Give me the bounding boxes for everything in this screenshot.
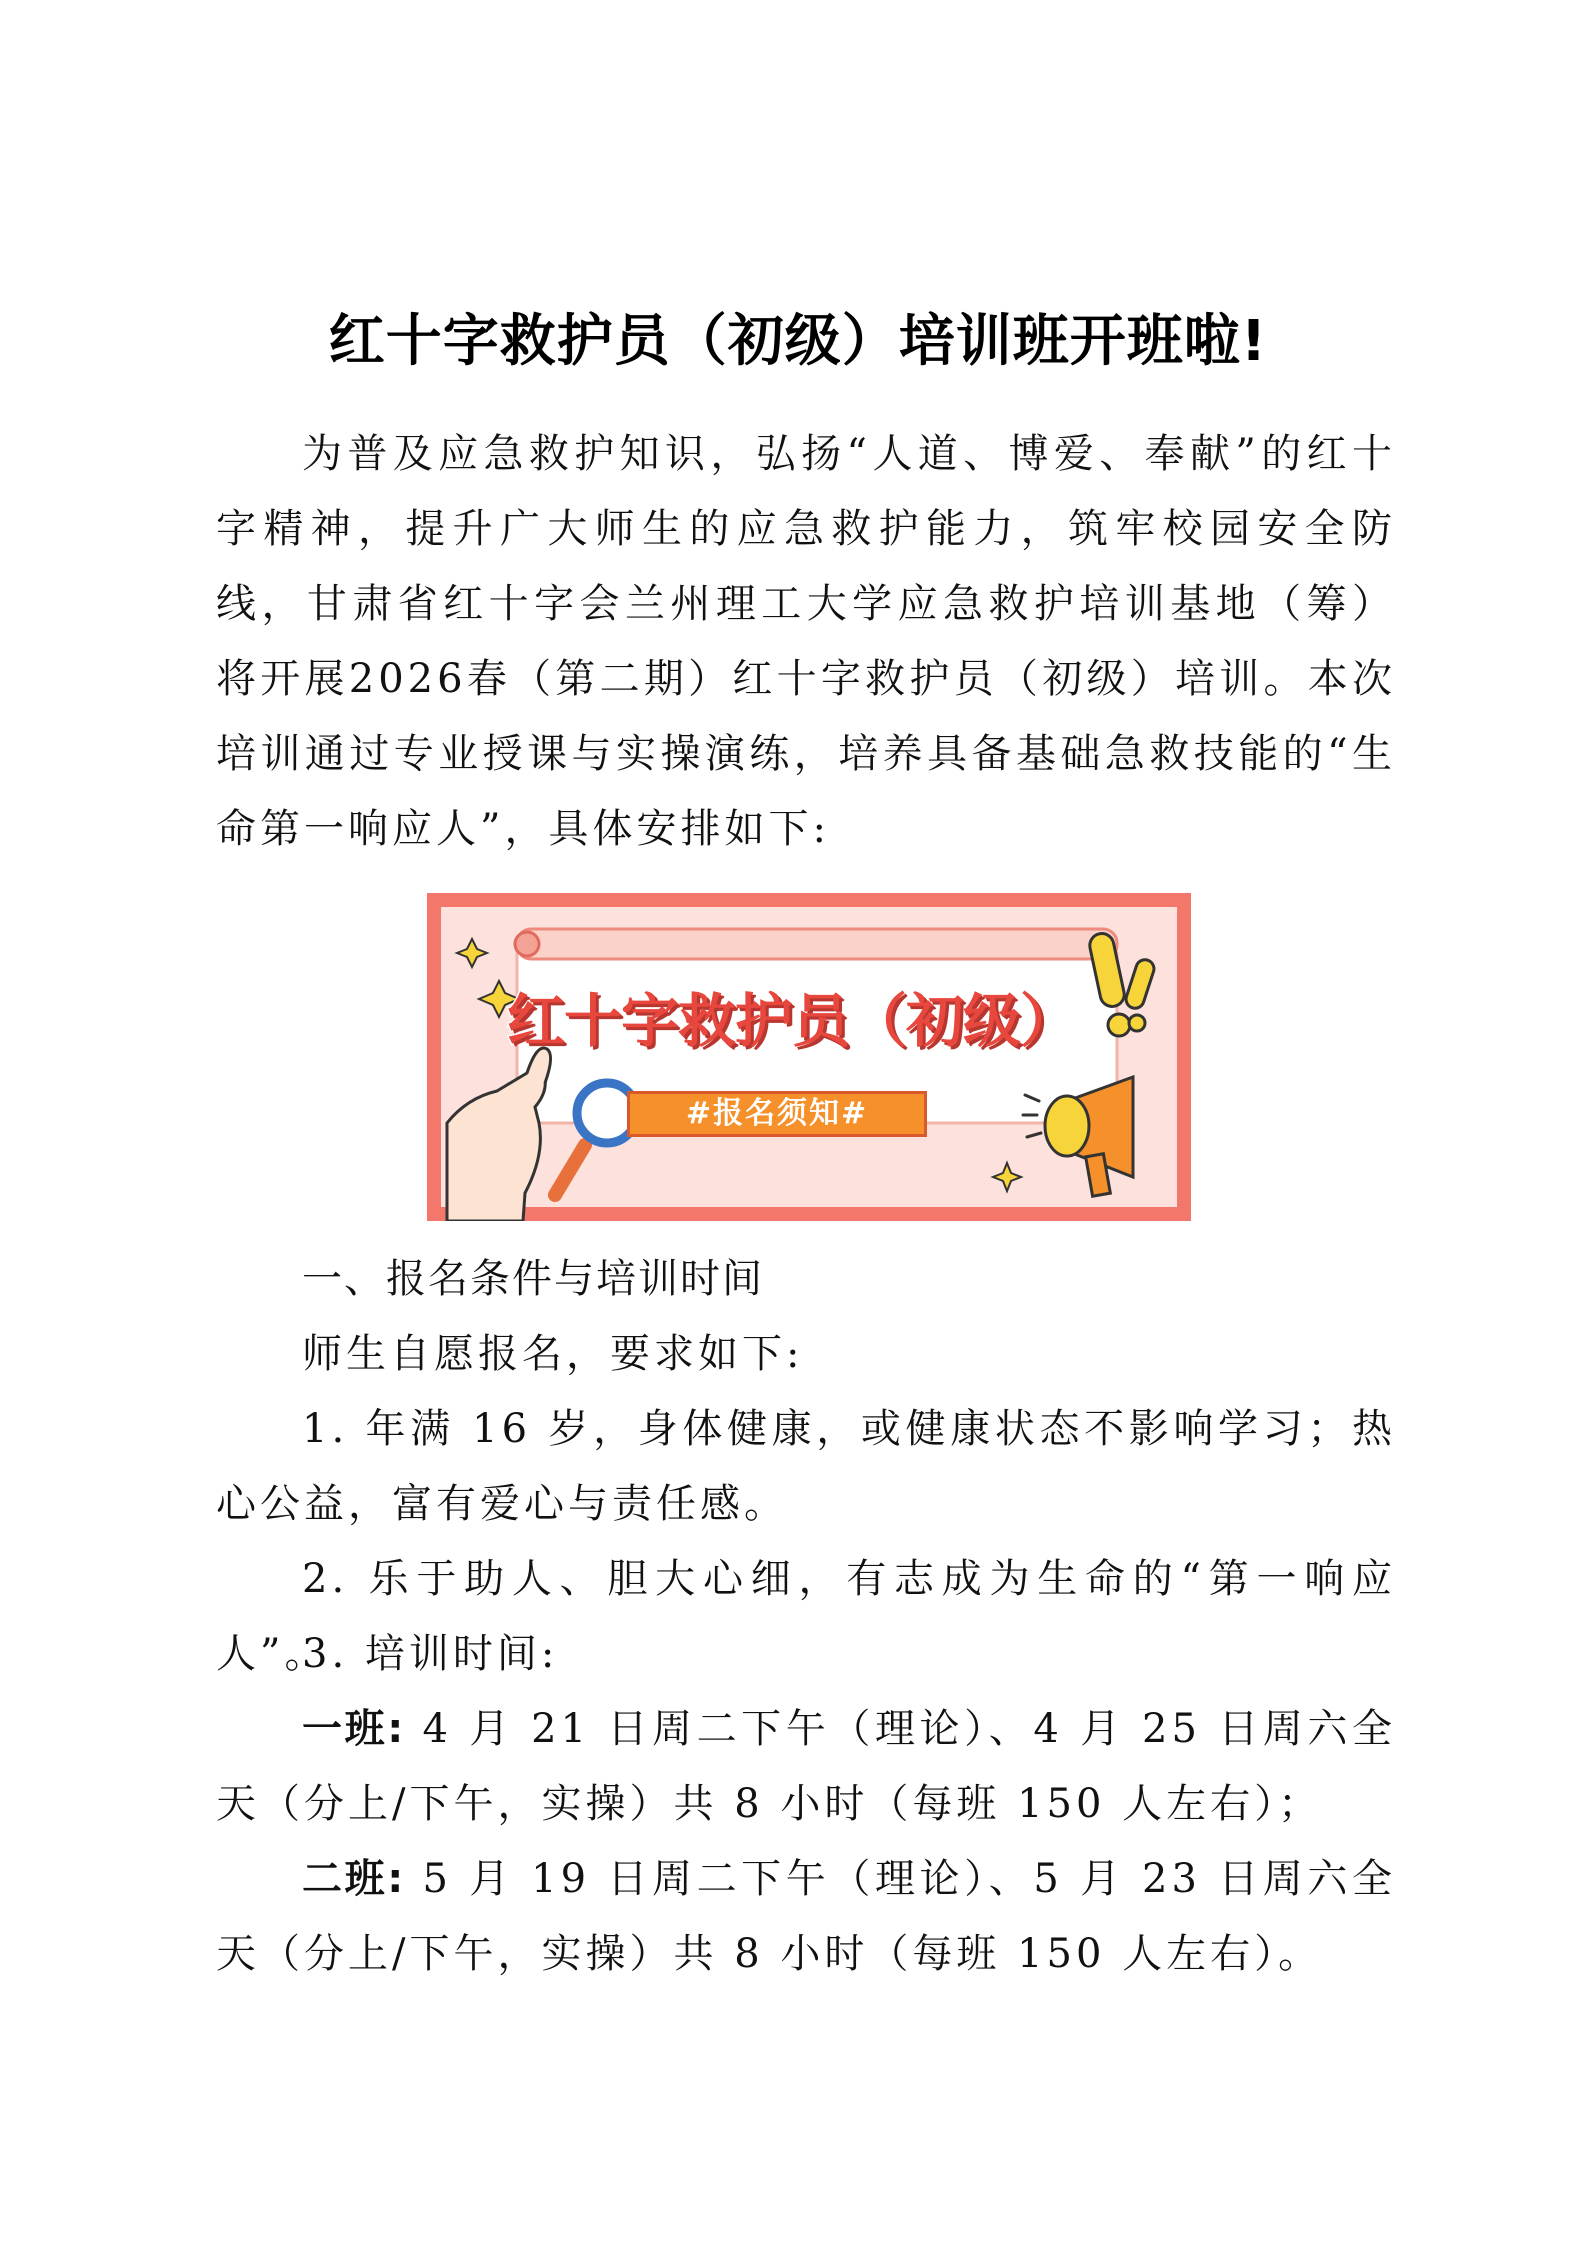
section1-lead: 师生自愿报名，要求如下: [302, 1331, 804, 1377]
intro-paragraph: 为普及应急救护知识，弘扬“人道、博爱、奉献”的红十字精神，提升广大师生的应急救护能力，筑牢校园安全防线，甘肃省红十字会兰州理工大学应急救护培训基地（筹）将开展2026春（第二期）红十字救护员（初级）培训。本次培训通过专业授课与实操演练，培养具备基础急救技能的“生命第一响应人”，具体安排如下: [216, 431, 1396, 852]
class-2-label: 二班: [302, 1856, 406, 1902]
registration-banner [427, 893, 1191, 1221]
class-2-schedule [216, 1842, 1396, 1992]
banner-title: 红十字救护员（初级） [507, 987, 1078, 1055]
scroll-end-icon [515, 932, 539, 956]
banner-illustration [427, 893, 1191, 1221]
banner-tag: #报名须知# [627, 1091, 927, 1137]
class-1-label: 一班: [302, 1706, 406, 1752]
requirement-item-3: 3. 培训时间: [302, 1631, 559, 1677]
document-title: 红十字救护员（初级）培训班开班啦! [328, 309, 1268, 374]
section1-heading: 一、报名条件与培训时间 [302, 1256, 764, 1302]
requirement-item-1: 1. 年满 16 岁，身体健康，或健康状态不影响学习；热心公益，富有爱心与责任感。 [216, 1406, 1396, 1527]
scroll-roll-top [517, 929, 1117, 959]
class-2-text: 5 月 19 日周二下午（理论）、5 月 23 日周六全天（分上/下午，实操）共 8 小时（每班 150 人左右）。 [216, 1856, 1396, 1977]
class-1-schedule [216, 1692, 1396, 1842]
class-1-text: 4 月 21 日周二下午（理论）、4 月 25 日周六全天（分上/下午，实操）共 8 小时（每班 150 人左右）； [216, 1706, 1396, 1827]
requirement-item-2: 2. 乐于助人、胆大心细，有志成为生命的“第一响应人”。 [216, 1556, 1396, 1677]
